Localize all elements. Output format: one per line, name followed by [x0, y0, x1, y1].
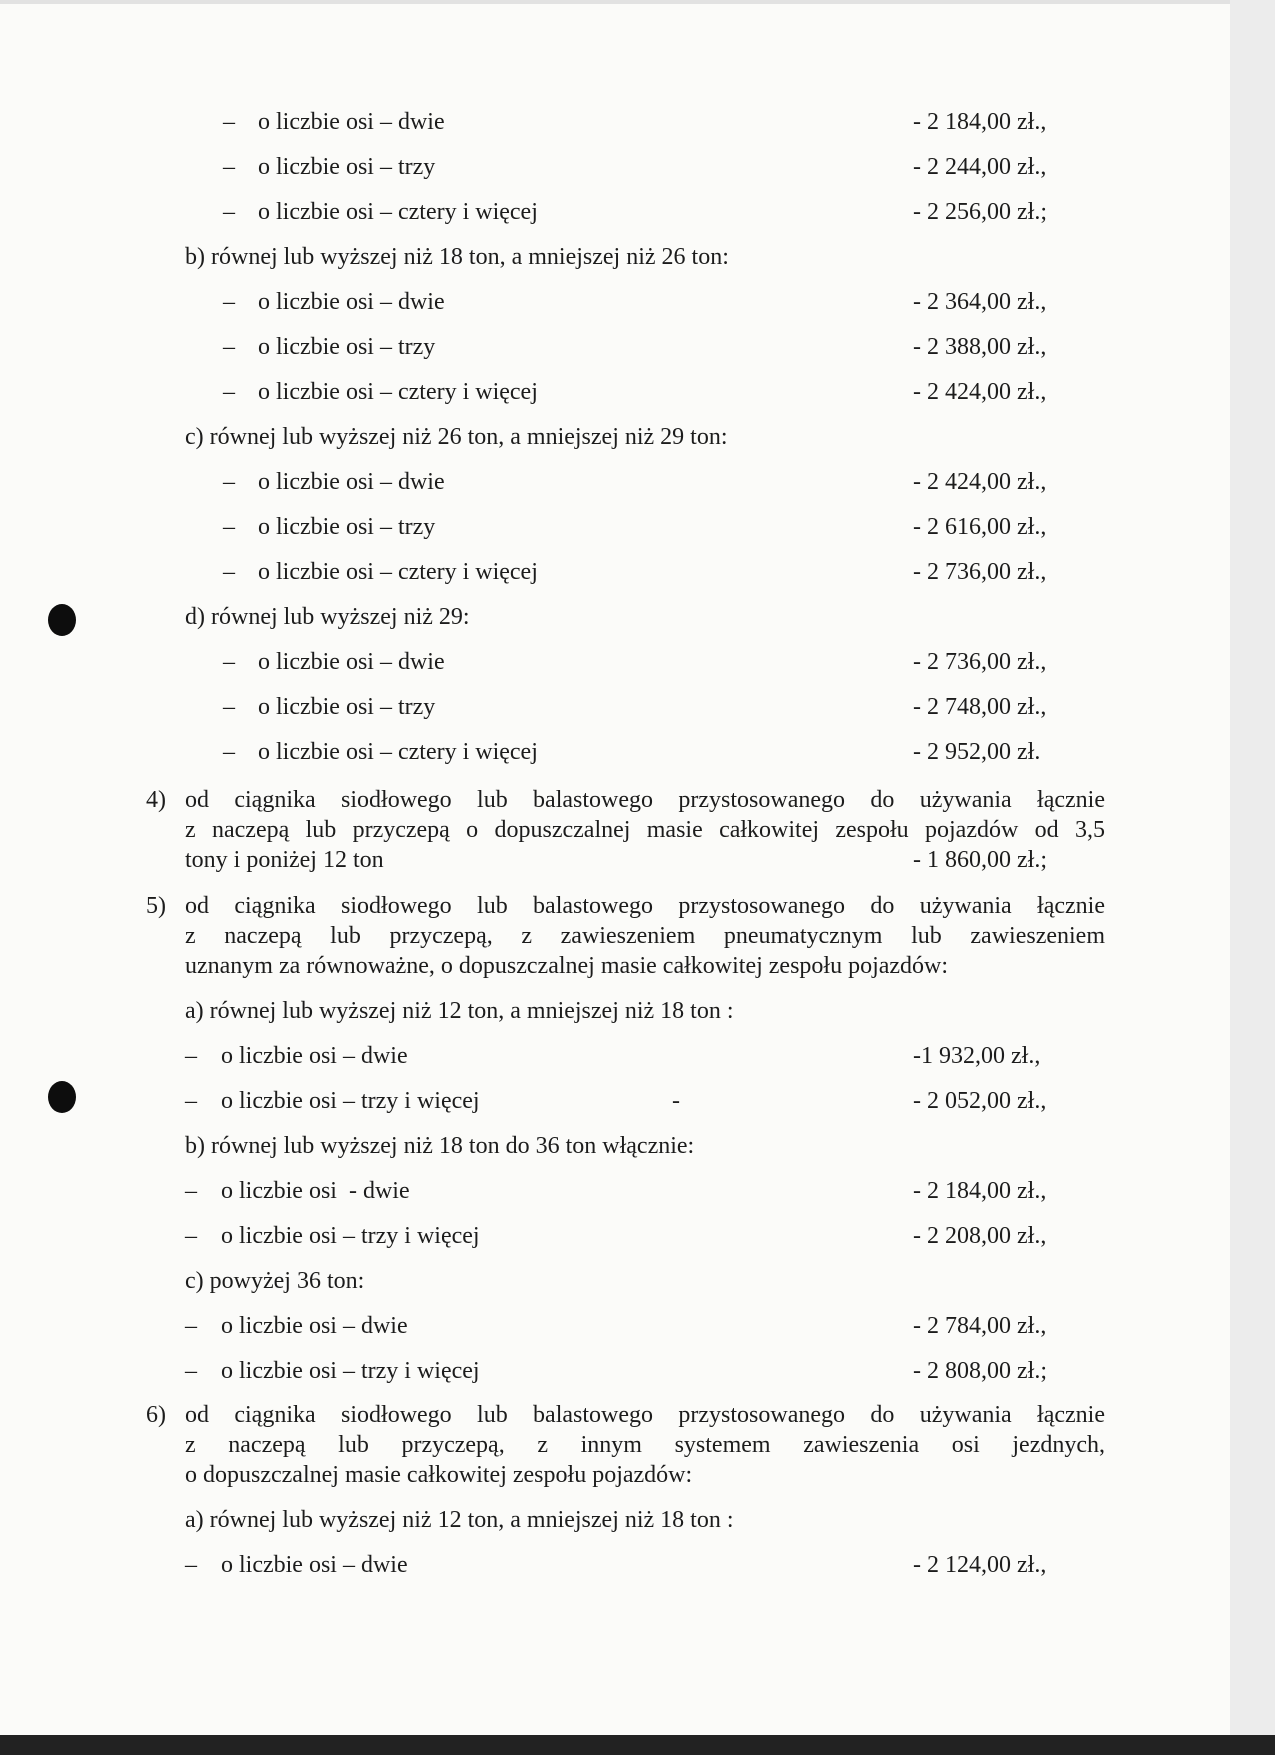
stray-dash: -	[672, 1088, 680, 1114]
axle-count-line: o liczbie osi – dwie	[221, 1043, 408, 1069]
scanner-edge-bottom	[0, 1735, 1275, 1755]
amount: - 2 208,00 zł.,	[913, 1223, 1047, 1249]
amount: -1 932,00 zł.,	[913, 1043, 1041, 1069]
dash-marker: –	[185, 1313, 197, 1339]
amount: - 2 808,00 zł.;	[913, 1358, 1047, 1384]
dash-marker: –	[185, 1043, 197, 1069]
subsection-heading: d) równej lub wyższej niż 29:	[185, 604, 470, 630]
dash-marker: –	[223, 289, 235, 315]
axle-count-line: o liczbie osi – cztery i więcej	[258, 559, 538, 585]
axle-count-line: o liczbie osi – trzy	[258, 334, 436, 360]
subsection-heading: b) równej lub wyższej niż 18 ton, a mniejszej niż 26 ton:	[185, 244, 729, 270]
dash-marker: –	[223, 334, 235, 360]
amount: - 2 184,00 zł.,	[913, 1178, 1047, 1204]
paragraph-6-line-2	[185, 1430, 1105, 1460]
dash-marker: –	[223, 379, 235, 405]
axle-count-line: o liczbie osi – trzy	[258, 514, 436, 540]
amount: - 2 736,00 zł.,	[913, 649, 1047, 675]
paragraph-6-line-1	[185, 1400, 1105, 1430]
amount: - 2 616,00 zł.,	[913, 514, 1047, 540]
paragraph-number: 6)	[146, 1402, 166, 1428]
amount: - 2 364,00 zł.,	[913, 289, 1047, 315]
amount: - 2 424,00 zł.,	[913, 469, 1047, 495]
dash-marker: –	[223, 514, 235, 540]
dash-marker: –	[223, 154, 235, 180]
punch-hole-upper	[48, 604, 76, 636]
dash-marker: –	[223, 739, 235, 765]
scanner-edge-right	[1230, 0, 1275, 1755]
dash-marker: –	[185, 1552, 197, 1578]
axle-count-line: o liczbie osi – dwie	[258, 649, 445, 675]
paragraph-number: 5)	[146, 893, 166, 919]
subsection-heading: b) równej lub wyższej niż 18 ton do 36 ton włącznie:	[185, 1133, 695, 1159]
paragraph-4-line-2	[185, 815, 1105, 845]
dash-marker: –	[223, 109, 235, 135]
amount: - 1 860,00 zł.;	[913, 847, 1047, 873]
punch-hole-lower	[48, 1081, 76, 1113]
dash-marker: –	[223, 199, 235, 225]
amount: - 2 124,00 zł.,	[913, 1552, 1047, 1578]
paragraph-text: od ciągnika siodłowego lub balastowego przystosowanego do używania łącznie	[185, 787, 1105, 813]
axle-count-line: o liczbie osi – trzy	[258, 154, 436, 180]
axle-count-line: o liczbie osi – cztery i więcej	[258, 739, 538, 765]
amount: - 2 388,00 zł.,	[913, 334, 1047, 360]
dash-marker: –	[223, 469, 235, 495]
axle-count-line: o liczbie osi – cztery i więcej	[258, 199, 538, 225]
paragraph-text: z naczepą lub przyczepą, z zawieszeniem pneumatycznym lub zawieszeniem	[185, 923, 1105, 949]
subsection-heading: c) równej lub wyższej niż 26 ton, a mniejszej niż 29 ton:	[185, 424, 728, 450]
amount: - 2 256,00 zł.;	[913, 199, 1047, 225]
paragraph-5-line-1	[185, 891, 1105, 921]
paragraph-text: z naczepą lub przyczepą, z innym systemem zawieszenia osi jezdnych,	[185, 1432, 1105, 1458]
amount: - 2 244,00 zł.,	[913, 154, 1047, 180]
dash-marker: –	[185, 1088, 197, 1114]
paragraph-5-line-2	[185, 921, 1105, 951]
axle-count-line: o liczbie osi – dwie	[258, 289, 445, 315]
axle-count-line: o liczbie osi – trzy i więcej	[221, 1088, 480, 1114]
amount: - 2 784,00 zł.,	[913, 1313, 1047, 1339]
axle-count-line: o liczbie osi – trzy i więcej	[221, 1358, 480, 1384]
amount: - 2 952,00 zł.	[913, 739, 1041, 765]
paragraph-text: od ciągnika siodłowego lub balastowego przystosowanego do używania łącznie	[185, 1402, 1105, 1428]
paragraph-number: 4)	[146, 787, 166, 813]
paragraph-4-line-3: tony i poniżej 12 ton	[185, 847, 384, 873]
dash-marker: –	[223, 649, 235, 675]
amount: - 2 184,00 zł.,	[913, 109, 1047, 135]
paragraph-6-line-3: o dopuszczalnej masie całkowitej zespołu pojazdów:	[185, 1462, 693, 1488]
dash-marker: –	[185, 1223, 197, 1249]
subsection-heading: c) powyżej 36 ton:	[185, 1268, 365, 1294]
dash-marker: –	[223, 559, 235, 585]
paragraph-text: od ciągnika siodłowego lub balastowego przystosowanego do używania łącznie	[185, 893, 1105, 919]
dash-marker: –	[223, 694, 235, 720]
paragraph-5-line-3: uznanym za równoważne, o dopuszczalnej masie całkowitej zespołu pojazdów:	[185, 953, 949, 979]
axle-count-line: o liczbie osi – dwie	[221, 1313, 408, 1339]
axle-count-line: o liczbie osi – cztery i więcej	[258, 379, 538, 405]
amount: - 2 424,00 zł.,	[913, 379, 1047, 405]
paragraph-text: z naczepą lub przyczepą o dopuszczalnej masie całkowitej zespołu pojazdów od 3,5	[185, 817, 1105, 843]
subsection-heading: a) równej lub wyższej niż 12 ton, a mniejszej niż 18 ton :	[185, 998, 734, 1024]
dash-marker: –	[185, 1178, 197, 1204]
amount: - 2 748,00 zł.,	[913, 694, 1047, 720]
axle-count-line: o liczbie osi – trzy	[258, 694, 436, 720]
amount: - 2 052,00 zł.,	[913, 1088, 1047, 1114]
amount: - 2 736,00 zł.,	[913, 559, 1047, 585]
axle-count-line: o liczbie osi - dwie	[221, 1178, 410, 1204]
subsection-heading: a) równej lub wyższej niż 12 ton, a mniejszej niż 18 ton :	[185, 1507, 734, 1533]
axle-count-line: o liczbie osi – dwie	[258, 109, 445, 135]
axle-count-line: o liczbie osi – dwie	[258, 469, 445, 495]
paragraph-4-line-1	[185, 785, 1105, 815]
dash-marker: –	[185, 1358, 197, 1384]
axle-count-line: o liczbie osi – trzy i więcej	[221, 1223, 480, 1249]
axle-count-line: o liczbie osi – dwie	[221, 1552, 408, 1578]
